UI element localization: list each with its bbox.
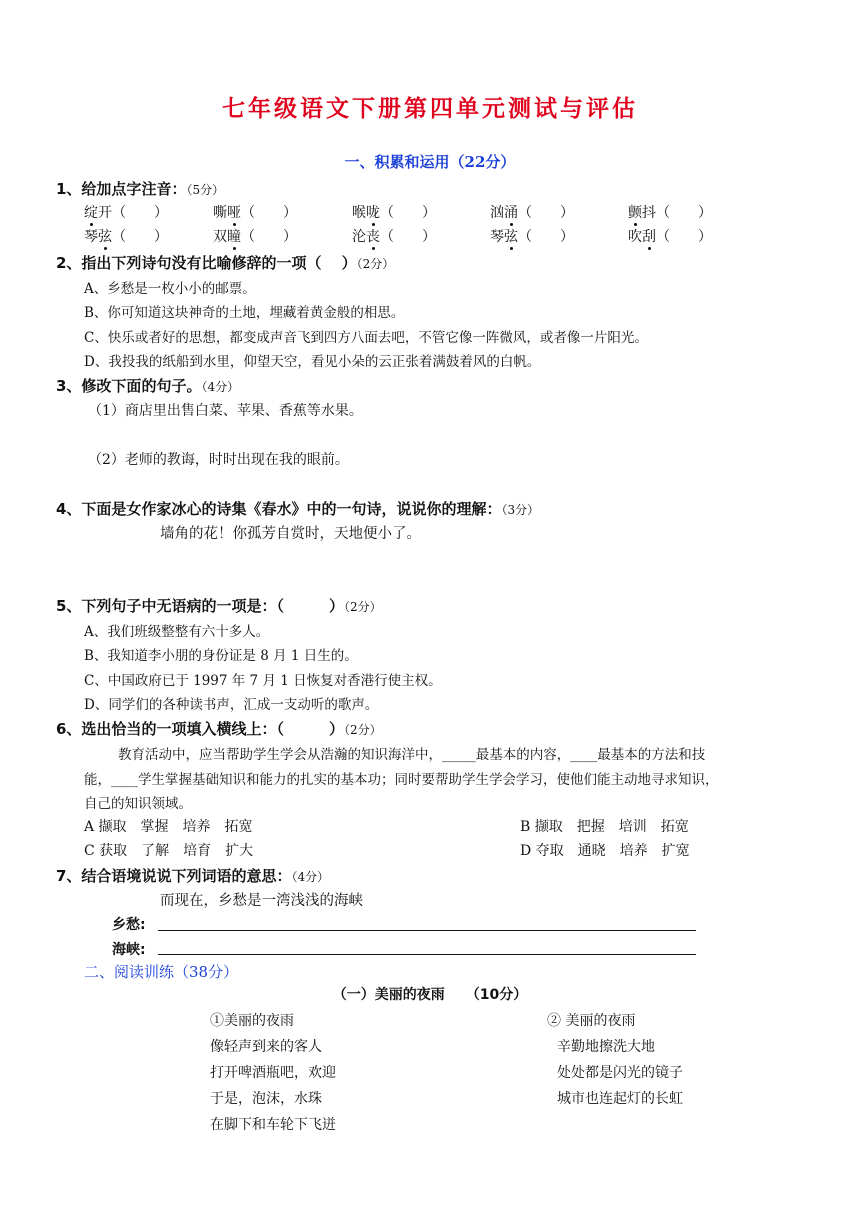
section-1-heading: 一、积累和运用（22分）: [344, 153, 516, 171]
pinyin-item-1-4: 汹涌（ ）: [490, 205, 574, 221]
question-5: [56, 595, 382, 616]
question-6-passage-line-3: 自己的知识领域。: [84, 796, 192, 812]
question-1-points: （5分）: [186, 183, 225, 197]
poem-right-line-3: 处处都是闪光的镜子: [557, 1065, 683, 1081]
question-6-text: 6、选出恰当的一项填入横线上：（ ）: [56, 720, 344, 738]
pinyin-item-2-2: 双瞳（ ）: [213, 229, 297, 245]
question-6-option-d: D 夺取 通晓 培养 扩宽: [520, 843, 690, 859]
poem-left-line-4: 于是，泡沫，水珠: [210, 1091, 322, 1107]
poem-left-line-5: 在脚下和车轮下飞迸: [210, 1117, 336, 1133]
poem-left-line-3: 打开啤酒瓶吧，欢迎: [210, 1065, 336, 1081]
poem-right-line-4: 城市也连起灯的长虹: [557, 1091, 683, 1107]
answer-label-xiangchou: 乡愁:: [112, 917, 146, 933]
question-7-points: （4分）: [291, 870, 330, 884]
question-1: [56, 178, 224, 199]
question-4-poem-line: 墙角的花！你孤芳自赏时，天地便小了。: [160, 526, 421, 542]
question-3: [56, 375, 239, 396]
answer-label-haixia: 海峡:: [112, 942, 146, 958]
question-2-option-a: A、乡愁是一枚小小的邮票。: [84, 281, 256, 297]
question-6-passage-line-1: 教育活动中，应当帮助学生学会从浩瀚的知识海洋中，_____最基本的内容，____最基本的方法和技: [118, 747, 706, 763]
question-5-option-a: A、我们班级整整有六十多人。: [84, 624, 270, 640]
pinyin-item-2-5: 吹刮（ ）: [628, 229, 712, 245]
question-5-option-c: C、中国政府已于 1997 年 7 月 1 日恢复对香港行使主权。: [84, 673, 442, 689]
question-7: [56, 865, 329, 886]
pinyin-item-1-5: 颤抖（ ）: [628, 205, 712, 221]
question-7-context-line: 而现在，乡愁是一湾浅浅的海峡: [160, 893, 363, 909]
question-7-text: 7、结合语境说说下列词语的意思：: [56, 867, 292, 885]
question-4-points: （3分）: [501, 503, 540, 517]
pinyin-item-2-1: 琴弦（ ）: [84, 229, 168, 245]
question-4-text: 4、下面是女作家冰心的诗集《春水》中的一句诗，说说你的理解：: [56, 500, 502, 518]
poem-left-line-2: 像轻声到来的客人: [210, 1039, 322, 1055]
poem-right-line-1: ② 美丽的夜雨: [547, 1013, 636, 1029]
answer-line-haixia[interactable]: [158, 954, 696, 955]
pinyin-item-1-1: 绽开（ ）: [84, 205, 168, 221]
question-2-points: （2分）: [356, 257, 395, 271]
poem-left-line-1: ①美丽的夜雨: [210, 1013, 294, 1029]
pinyin-item-2-3: 沦丧（ ）: [352, 229, 436, 245]
question-4: [56, 498, 539, 519]
question-2-option-d: D、我投我的纸船到水里，仰望天空，看见小朵的云正张着满鼓着风的白帆。: [84, 354, 541, 370]
answer-line-xiangchou[interactable]: [158, 930, 696, 931]
page-title: 七年级语文下册第四单元测试与评估: [222, 95, 638, 122]
poem-right-line-2: 辛勤地擦洗大地: [557, 1039, 655, 1055]
question-2: [56, 252, 394, 273]
question-6-option-c: C 获取 了解 培育 扩大: [84, 843, 254, 859]
question-1-text: 1、给加点字注音：: [56, 180, 187, 198]
question-5-option-d: D、同学们的各种读书声，汇成一支动听的歌声。: [84, 697, 379, 713]
question-6-points: （2分）: [343, 723, 382, 737]
question-2-option-c: C、快乐或者好的思想，都变成声音飞到四方八面去吧，不管它像一阵微风，或者像一片阳光。: [84, 330, 648, 346]
question-6-option-b: B 撷取 把握 培训 拓宽: [520, 819, 689, 835]
question-2-text: 2、指出下列诗句没有比喻修辞的一项（ ）: [56, 254, 357, 272]
pinyin-item-2-4: 琴弦（ ）: [490, 229, 574, 245]
section-2-heading: 二、阅读训练（38分）: [84, 963, 239, 981]
question-2-option-b: B、你可知道这块神奇的土地，埋藏着黄金般的相思。: [84, 305, 405, 321]
question-3-sentence-1: （1）商店里出售白菜、苹果、香蕉等水果。: [88, 403, 363, 419]
reading-1-title: （一）美丽的夜雨 （10分）: [332, 987, 528, 1003]
question-3-sentence-2: （2）老师的教诲，时时出现在我的眼前。: [88, 452, 349, 468]
pinyin-item-1-2: 嘶哑（ ）: [213, 205, 297, 221]
question-5-points: （2分）: [343, 600, 382, 614]
question-3-points: （4分）: [201, 380, 240, 394]
question-3-text: 3、修改下面的句子。: [56, 377, 202, 395]
question-5-text: 5、下列句子中无语病的一项是：（ ）: [56, 597, 344, 615]
question-6-passage-line-2: 能，____学生掌握基础知识和能力的扎实的基本功；同时要帮助学生学会学习，使他们能主动地寻求知识，: [84, 772, 719, 788]
pinyin-item-1-3: 喉咙（ ）: [352, 205, 436, 221]
question-6: [56, 718, 382, 739]
question-6-option-a: A 撷取 掌握 培养 拓宽: [84, 819, 253, 835]
question-5-option-b: B、我知道李小朋的身份证是 8 月 1 日生的。: [84, 648, 358, 664]
